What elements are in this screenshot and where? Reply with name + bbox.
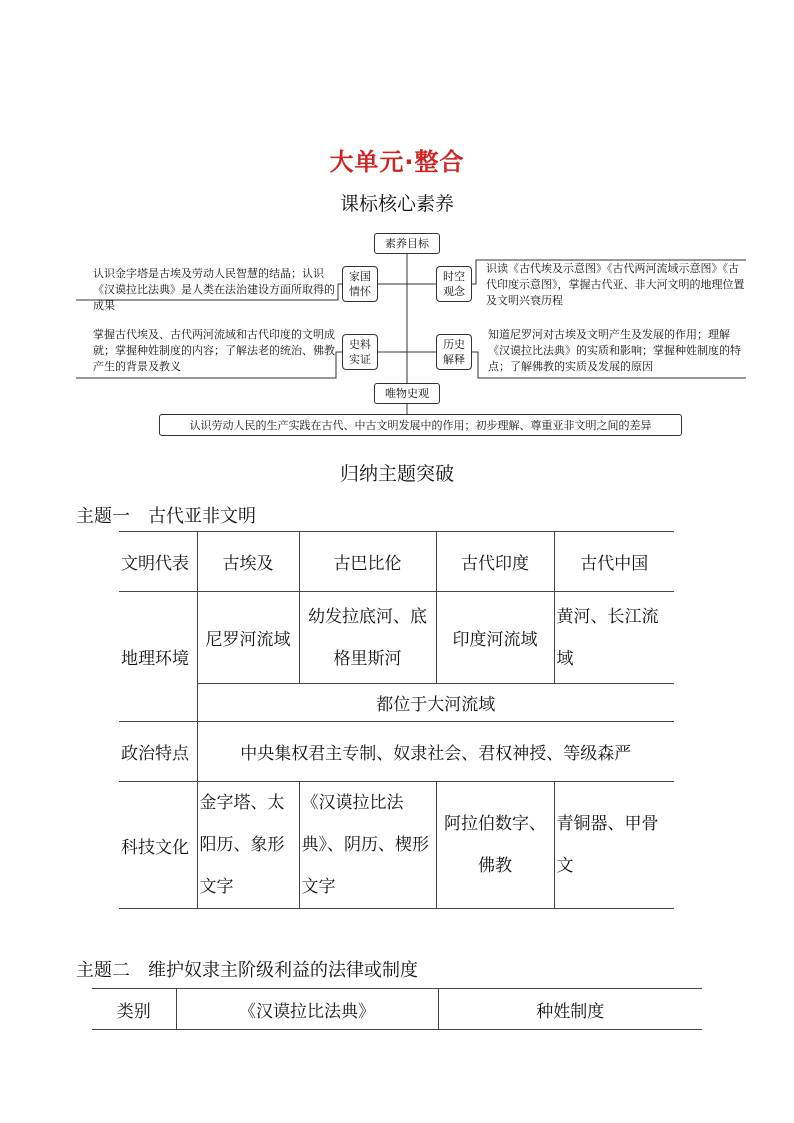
table-cell: 金字塔、太阳历、象形文字 <box>197 782 299 909</box>
node-family-country-line2: 情怀 <box>349 285 371 298</box>
theme1-table <box>119 531 674 909</box>
header-cell: 古代印度 <box>436 532 554 592</box>
row-label-geo: 地理环境 <box>119 592 197 722</box>
theme2-table <box>92 988 702 1030</box>
theme1-heading <box>76 502 256 528</box>
themes-heading: 归纳主题突破 <box>339 463 454 485</box>
header-cell: 古埃及 <box>197 532 299 592</box>
table-cell: 中央集权君主专制、奴隶社会、君权神授、等级森严 <box>197 722 674 782</box>
table-cell-common: 都位于大河流域 <box>197 684 674 722</box>
note-historical-materialism <box>159 414 682 436</box>
node-time-space <box>436 266 472 302</box>
node-historical-evidence-line2: 实证 <box>349 353 371 366</box>
header-cell: 类别 <box>92 989 176 1030</box>
row-label-tech: 科技文化 <box>119 782 197 909</box>
node-historical-interpretation-line1: 历史 <box>443 338 465 351</box>
node-time-space-line1: 时空 <box>443 270 465 283</box>
core-literacy-heading: 课标核心素养 <box>339 193 454 215</box>
theme2-label: 主题二 <box>76 960 130 981</box>
note-historical-evidence: 掌握古代埃及、古代两河流域和古代印度的文明成就；掌握种姓制度的内容；了解法老的统治、佛教产生的背景及教义 <box>93 328 335 373</box>
theme2-heading <box>76 956 418 982</box>
node-historical-evidence-line1: 史料 <box>349 338 371 351</box>
note-historical-materialism-text: 认识劳动人民的生产实践在古代、中古文明发展中的作用；初步理解、尊重亚非文明之间的差异 <box>189 418 652 432</box>
note-time-space: 识读《古代埃及示意图》《古代两河流域示意图》《古代印度示意图》，掌握古代亚、非大河文明的地理位置及文明兴衰历程 <box>486 262 745 307</box>
node-time-space-line2: 观念 <box>443 285 465 298</box>
table-row <box>119 592 674 684</box>
theme2-title: 维护奴隶主阶级利益的法律或制度 <box>148 960 418 981</box>
note-family-country: 认识金字塔是古埃及劳动人民智慧的结晶；认识《汉谟拉比法典》是人类在法治建设方面所取得的成果 <box>93 267 335 312</box>
table-header-row <box>119 532 674 592</box>
node-historical-materialism <box>374 383 440 404</box>
node-historical-interpretation <box>436 334 472 370</box>
theme1-label: 主题一 <box>76 506 130 527</box>
node-historical-evidence <box>342 334 378 370</box>
table-cell: 幼发拉底河、底格里斯河 <box>299 592 436 684</box>
literacy-goal-root-label: 素养目标 <box>385 237 429 250</box>
table-header-row <box>92 989 702 1030</box>
table-row <box>119 782 674 909</box>
node-historical-interpretation-line2: 解释 <box>443 353 465 366</box>
table-cell: 尼罗河流域 <box>197 592 299 684</box>
literacy-goal-root <box>374 233 440 254</box>
table-cell: 印度河流域 <box>436 592 554 684</box>
node-historical-materialism-label: 唯物史观 <box>385 387 429 400</box>
row-label-politics: 政治特点 <box>119 722 197 782</box>
note-historical-interpretation: 知道尼罗河对古埃及文明产生及发展的作用；理解《汉谟拉比法典》的实质和影响；掌握种姓制度的特点；了解佛教的实质及发展的原因 <box>488 328 741 373</box>
table-cell: 《汉谟拉比法典》、阴历、楔形文字 <box>299 782 436 909</box>
node-family-country-line1: 家国 <box>349 270 371 283</box>
node-family-country <box>342 266 378 302</box>
header-cell: 《汉谟拉比法典》 <box>176 989 438 1030</box>
header-cell: 古代中国 <box>554 532 674 592</box>
header-cell: 文明代表 <box>119 532 197 592</box>
header-cell: 古巴比伦 <box>299 532 436 592</box>
table-cell: 阿拉伯数字、佛教 <box>436 782 554 909</box>
table-row <box>119 684 674 722</box>
table-cell: 青铜器、甲骨文 <box>554 782 674 909</box>
table-cell: 黄河、长江流域 <box>554 592 674 684</box>
page-title: 大单元·整合 <box>329 148 465 176</box>
header-cell: 种姓制度 <box>438 989 702 1030</box>
table-row <box>119 722 674 782</box>
theme1-title: 古代亚非文明 <box>148 506 256 527</box>
